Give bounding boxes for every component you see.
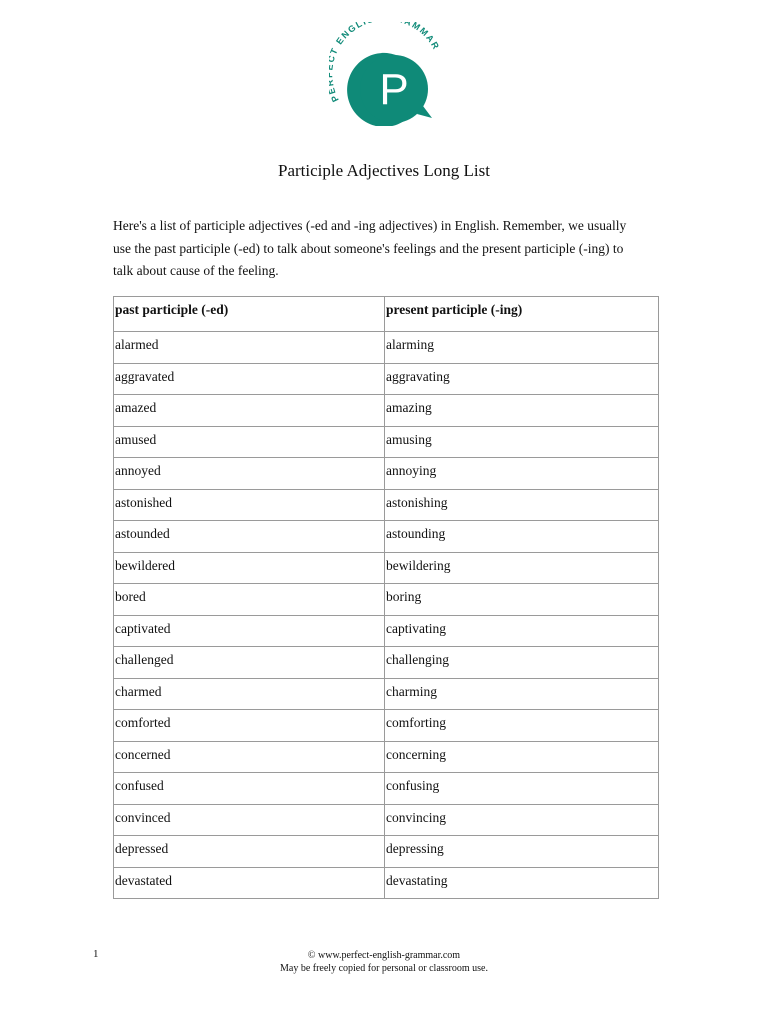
- footer-copyright: © www.perfect-english-grammar.com: [307, 950, 461, 961]
- table-row: [114, 552, 659, 584]
- table-row: [114, 773, 659, 805]
- present-participle-cell: astonishing: [385, 489, 659, 521]
- past-participle-cell: astounded: [114, 521, 385, 553]
- past-participle-cell: astonished: [114, 489, 385, 521]
- table-row: [114, 867, 659, 899]
- logo-icon: [329, 22, 441, 126]
- table-row: [114, 710, 659, 742]
- table-row: [114, 332, 659, 364]
- present-participle-cell: amusing: [385, 426, 659, 458]
- past-participle-cell: captivated: [114, 615, 385, 647]
- table-row: [114, 615, 659, 647]
- present-participle-cell: captivating: [385, 615, 659, 647]
- past-participle-cell: annoyed: [114, 458, 385, 490]
- column-header-past-participle: past participle (-ed): [114, 297, 385, 332]
- present-participle-cell: aggravating: [385, 363, 659, 395]
- present-participle-cell: challenging: [385, 647, 659, 679]
- present-participle-cell: bewildering: [385, 552, 659, 584]
- past-participle-cell: aggravated: [114, 363, 385, 395]
- past-participle-cell: convinced: [114, 804, 385, 836]
- past-participle-cell: devastated: [114, 867, 385, 899]
- table-header-row: [114, 297, 659, 332]
- table-row: [114, 584, 659, 616]
- present-participle-cell: amazing: [385, 395, 659, 427]
- past-participle-cell: amused: [114, 426, 385, 458]
- table-row: [114, 647, 659, 679]
- page-title: Participle Adjectives Long List: [278, 161, 490, 180]
- present-participle-cell: concerning: [385, 741, 659, 773]
- table-row: [114, 363, 659, 395]
- table-row: [114, 395, 659, 427]
- intro-paragraph: Here's a list of participle adjectives (-ed and -ing adjectives) in English. Remember, we usually use the past participle (-ed) to talk about someone's feelings and the present participle (-ing) to talk about cause of the feeling.: [113, 218, 627, 278]
- past-participle-cell: alarmed: [114, 332, 385, 364]
- participle-adjectives-table: [113, 296, 659, 899]
- table-row: [114, 741, 659, 773]
- page-footer: [0, 949, 768, 975]
- perfect-english-grammar-logo: [329, 22, 441, 126]
- logo-ring-text: P T ENGL AMMAR: [329, 22, 441, 104]
- present-participle-cell: depressing: [385, 836, 659, 868]
- past-participle-cell: comforted: [114, 710, 385, 742]
- past-participle-cell: charmed: [114, 678, 385, 710]
- column-header-present-participle: present participle (-ing): [385, 297, 659, 332]
- present-participle-cell: comforting: [385, 710, 659, 742]
- logo-letter: P: [379, 65, 409, 114]
- past-participle-cell: bewildered: [114, 552, 385, 584]
- past-participle-cell: confused: [114, 773, 385, 805]
- present-participle-cell: alarming: [385, 332, 659, 364]
- table-row: [114, 678, 659, 710]
- present-participle-cell: confusing: [385, 773, 659, 805]
- present-participle-cell: boring: [385, 584, 659, 616]
- past-participle-cell: bored: [114, 584, 385, 616]
- present-participle-cell: annoying: [385, 458, 659, 490]
- present-participle-cell: devastating: [385, 867, 659, 899]
- table-row: [114, 836, 659, 868]
- past-participle-cell: challenged: [114, 647, 385, 679]
- table-row: [114, 521, 659, 553]
- table-row: [114, 489, 659, 521]
- past-participle-cell: depressed: [114, 836, 385, 868]
- table-row: [114, 426, 659, 458]
- footer-note: May be freely copied for personal or classroom use.: [280, 963, 488, 974]
- page-number: 1: [93, 948, 99, 960]
- present-participle-cell: astounding: [385, 521, 659, 553]
- table-row: [114, 458, 659, 490]
- past-participle-cell: concerned: [114, 741, 385, 773]
- present-participle-cell: charming: [385, 678, 659, 710]
- past-participle-cell: amazed: [114, 395, 385, 427]
- table-row: [114, 804, 659, 836]
- present-participle-cell: convincing: [385, 804, 659, 836]
